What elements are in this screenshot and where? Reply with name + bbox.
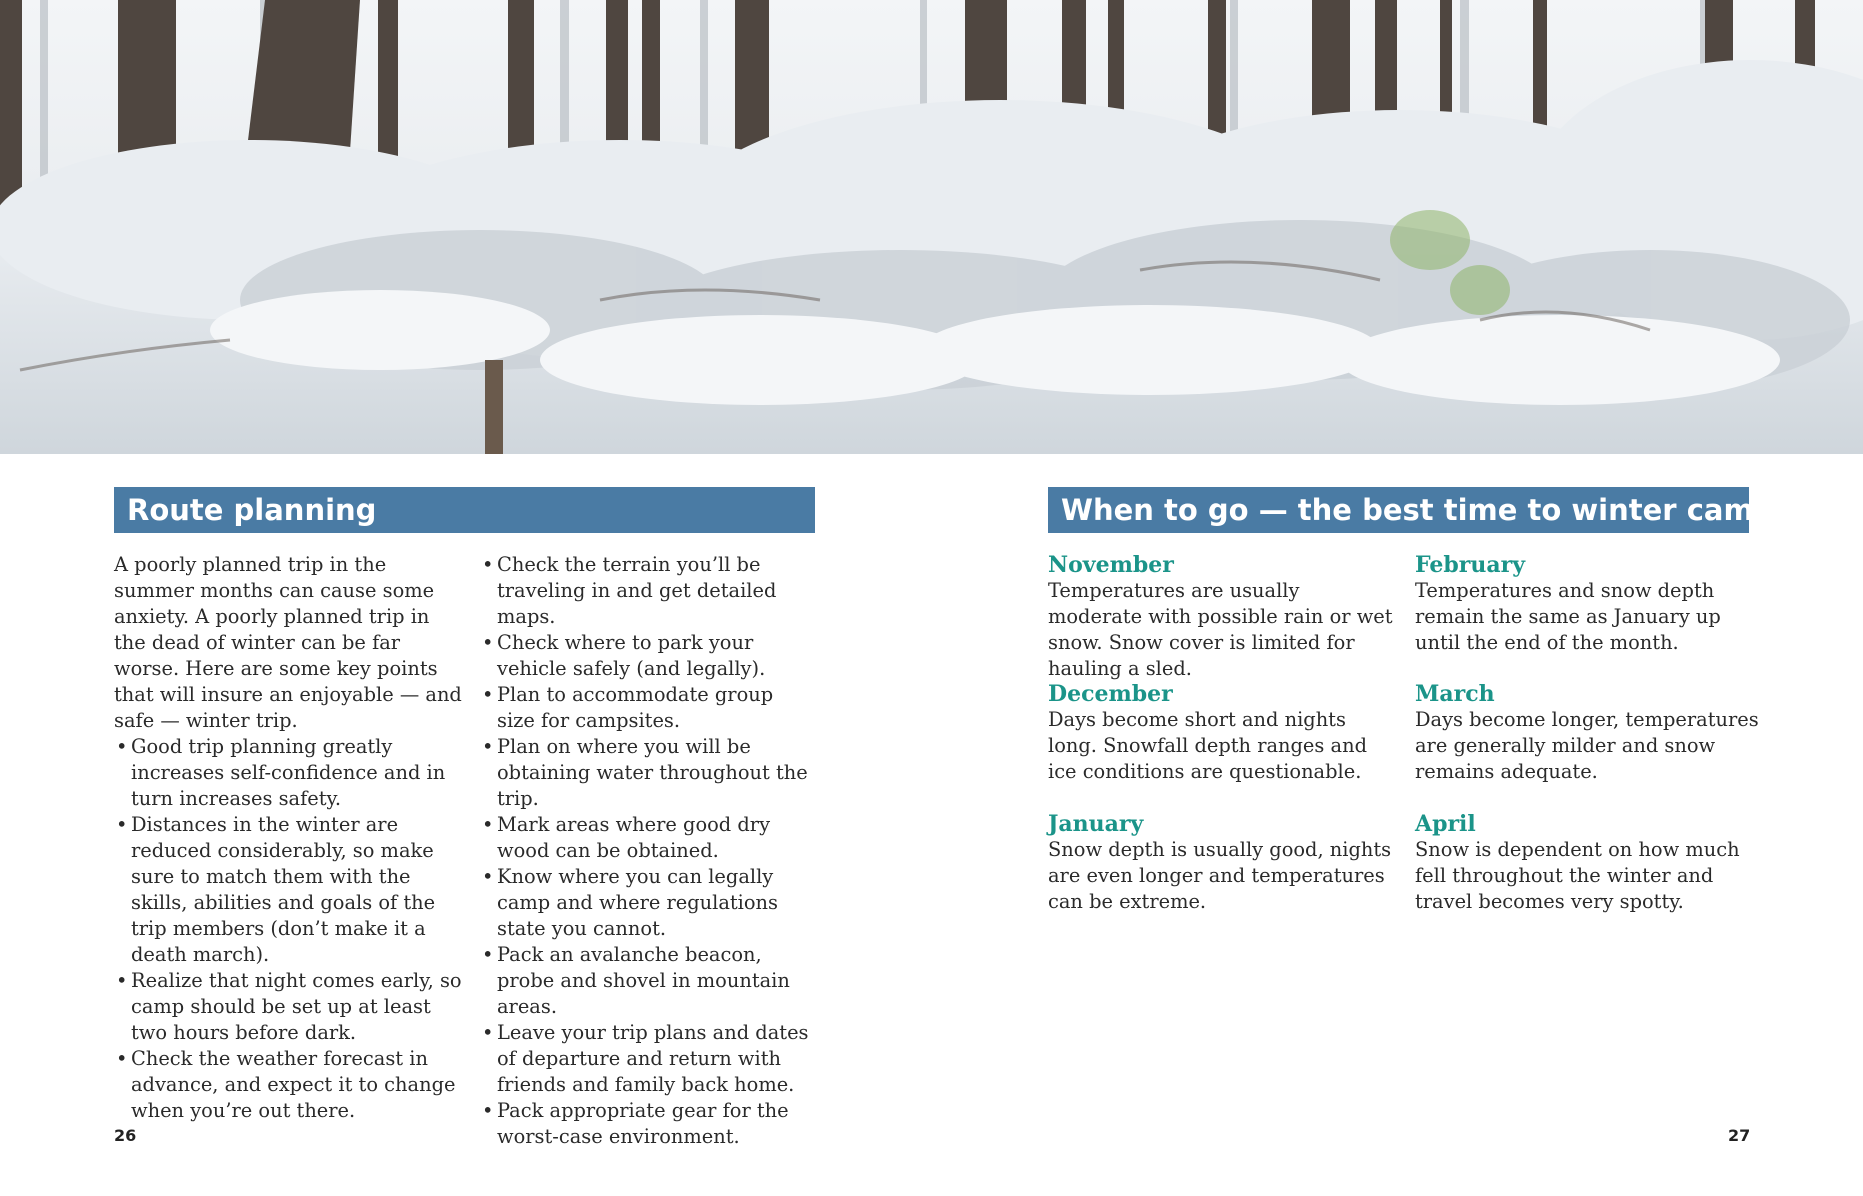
route-planning-heading: Route planning <box>114 487 815 533</box>
page-number-left: 26 <box>114 1126 137 1145</box>
list-item: • Leave your trip plans and dates of departure and return with friends and family back home. <box>480 1020 816 1098</box>
route-planning-list-right <box>480 552 816 1150</box>
when-to-go-heading: When to go — the best time to winter camp <box>1048 487 1749 533</box>
month-name: December <box>1048 681 1173 707</box>
list-item: • Check the terrain you’ll be traveling in and get detailed maps. <box>480 552 816 630</box>
list-item: • Good trip planning greatly increases self-confidence and in turn increases safety. <box>114 734 462 812</box>
month-description: Snow is dependent on how much fell throughout the winter and travel becomes very spotty. <box>1415 838 1740 913</box>
list-item: • Plan to accommodate group size for campsites. <box>480 682 816 734</box>
list-item: • Know where you can legally camp and where regulations state you cannot. <box>480 864 816 942</box>
month-name: April <box>1415 811 1476 837</box>
month-description: Temperatures and snow depth remain the same as January up until the end of the month. <box>1415 579 1721 654</box>
month-name: March <box>1415 681 1495 707</box>
month-march <box>1415 681 1765 785</box>
month-description: Temperatures are usually moderate with possible rain or wet snow. Snow cover is limited for hauling a sled. <box>1048 579 1393 680</box>
month-february <box>1415 552 1765 656</box>
route-planning-column-1 <box>114 552 462 1124</box>
route-planning-column-2 <box>480 552 816 1150</box>
list-item: • Check where to park your vehicle safely (and legally). <box>480 630 816 682</box>
route-planning-list-left <box>114 734 462 1124</box>
month-name: January <box>1048 811 1144 837</box>
month-description: Snow depth is usually good, nights are even longer and temperatures can be extreme. <box>1048 838 1392 913</box>
month-name: February <box>1415 552 1526 578</box>
list-item: • Mark areas where good dry wood can be obtained. <box>480 812 816 864</box>
list-item: • Pack appropriate gear for the worst-case environment. <box>480 1098 816 1150</box>
month-april <box>1415 811 1765 915</box>
list-item: • Check the weather forecast in advance, and expect it to change when you’re out there. <box>114 1046 462 1124</box>
month-november <box>1048 552 1398 682</box>
month-january <box>1048 811 1398 915</box>
page-number-right: 27 <box>1728 1126 1751 1145</box>
list-item: • Realize that night comes early, so camp should be set up at least two hours before dark. <box>114 968 462 1046</box>
month-description: Days become short and nights long. Snowfall depth ranges and ice conditions are questionable. <box>1048 708 1367 783</box>
month-description: Days become longer, temperatures are generally milder and snow remains adequate. <box>1415 708 1759 783</box>
list-item: • Pack an avalanche beacon, probe and shovel in mountain areas. <box>480 942 816 1020</box>
month-name: November <box>1048 552 1174 578</box>
snowy-forest-illustration <box>0 0 1863 454</box>
list-item: • Distances in the winter are reduced considerably, so make sure to match them with the skills, abilities and goals of the trip members (don’t make it a death march). <box>114 812 462 968</box>
route-planning-intro: A poorly planned trip in the summer months can cause some anxiety. A poorly planned trip in the dead of winter can be far worse. Here are some key points that will insure an enjoyable — and safe — winter trip. <box>114 553 462 732</box>
snowy-forest-photo <box>0 0 1863 454</box>
month-december <box>1048 681 1398 785</box>
list-item: • Plan on where you will be obtaining water throughout the trip. <box>480 734 816 812</box>
